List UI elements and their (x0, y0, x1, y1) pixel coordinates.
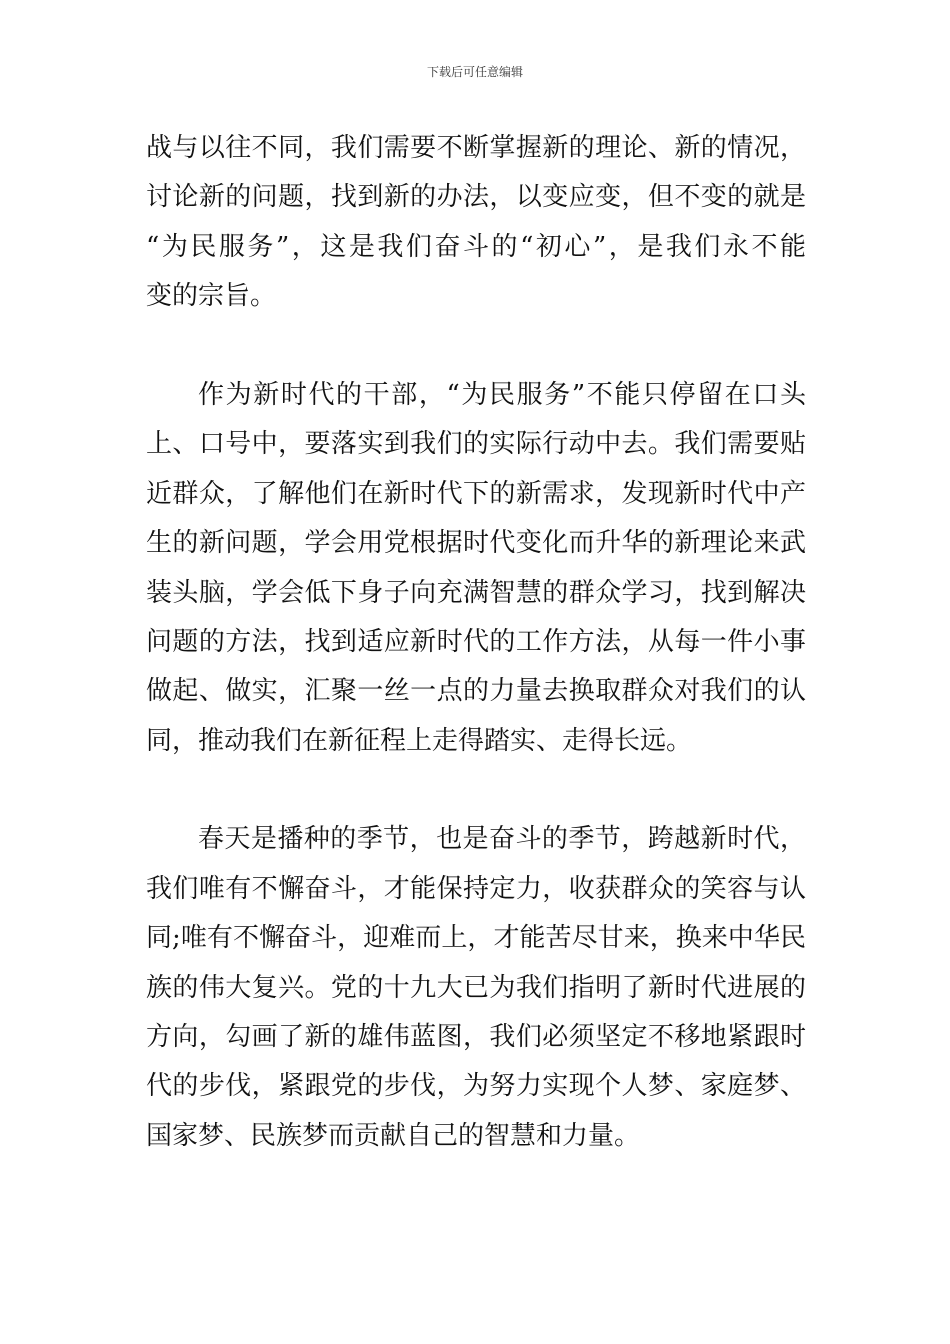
text-line: 变的宗旨。 (146, 281, 277, 312)
text-line: 讨论新的问题，找到新的办法，以变应变，但不变的就是 (146, 182, 806, 213)
text-line: 族的伟大复兴。党的十九大已为我们指明了新时代进展的 (146, 972, 806, 1003)
text-line: 做起、做实，汇聚一丝一点的力量去换取群众对我们的认 (146, 676, 806, 707)
paragraph-1 (146, 124, 806, 322)
page-header: 下载后可任意编辑 (426, 65, 523, 79)
text-line: 同，推动我们在新征程上走得踏实、走得长远。 (146, 725, 693, 756)
paragraph-spacer (146, 766, 806, 815)
text-line: 代的步伐，紧跟党的步伐，为努力实现个人梦、家庭梦、 (146, 1071, 806, 1102)
text-line: “为民服务”，这是我们奋斗的“初心”，是我们永不能 (146, 231, 806, 262)
paragraph-spacer (146, 322, 806, 371)
paragraph-2 (146, 371, 806, 766)
text-line: 春天是播种的季节，也是奋斗的季节，跨越新时代， (198, 824, 806, 855)
text-line: 战与以往不同，我们需要不断掌握新的理论、新的情况， (146, 133, 806, 163)
text-line: 近群众，了解他们在新时代下的新需求，发现新时代中产 (146, 478, 806, 509)
paragraph-3 (146, 815, 806, 1161)
text-line: 上、口号中，要落实到我们的实际行动中去。我们需要贴 (146, 429, 806, 460)
text-line: 方向，勾画了新的雄伟蓝图，我们必须坚定不移地紧跟时 (146, 1022, 806, 1053)
document-body (146, 124, 806, 1161)
text-line: 生的新问题，学会用党根据时代变化而升华的新理论来武 (146, 528, 806, 559)
text-line: 作为新时代的干部，“为民服务”不能只停留在口头 (198, 379, 806, 410)
text-line: 国家梦、民族梦而贡献自己的智慧和力量。 (146, 1120, 641, 1151)
text-line: 同;唯有不懈奋斗，迎难而上，才能苦尽甘来，换来中华民 (146, 923, 806, 954)
text-line: 问题的方法，找到适应新时代的工作方法，从每一件小事 (146, 626, 806, 657)
text-line: 装头脑，学会低下身子向充满智慧的群众学习，找到解决 (146, 577, 806, 608)
text-line: 我们唯有不懈奋斗，才能保持定力，收获群众的笑容与认 (146, 873, 806, 904)
